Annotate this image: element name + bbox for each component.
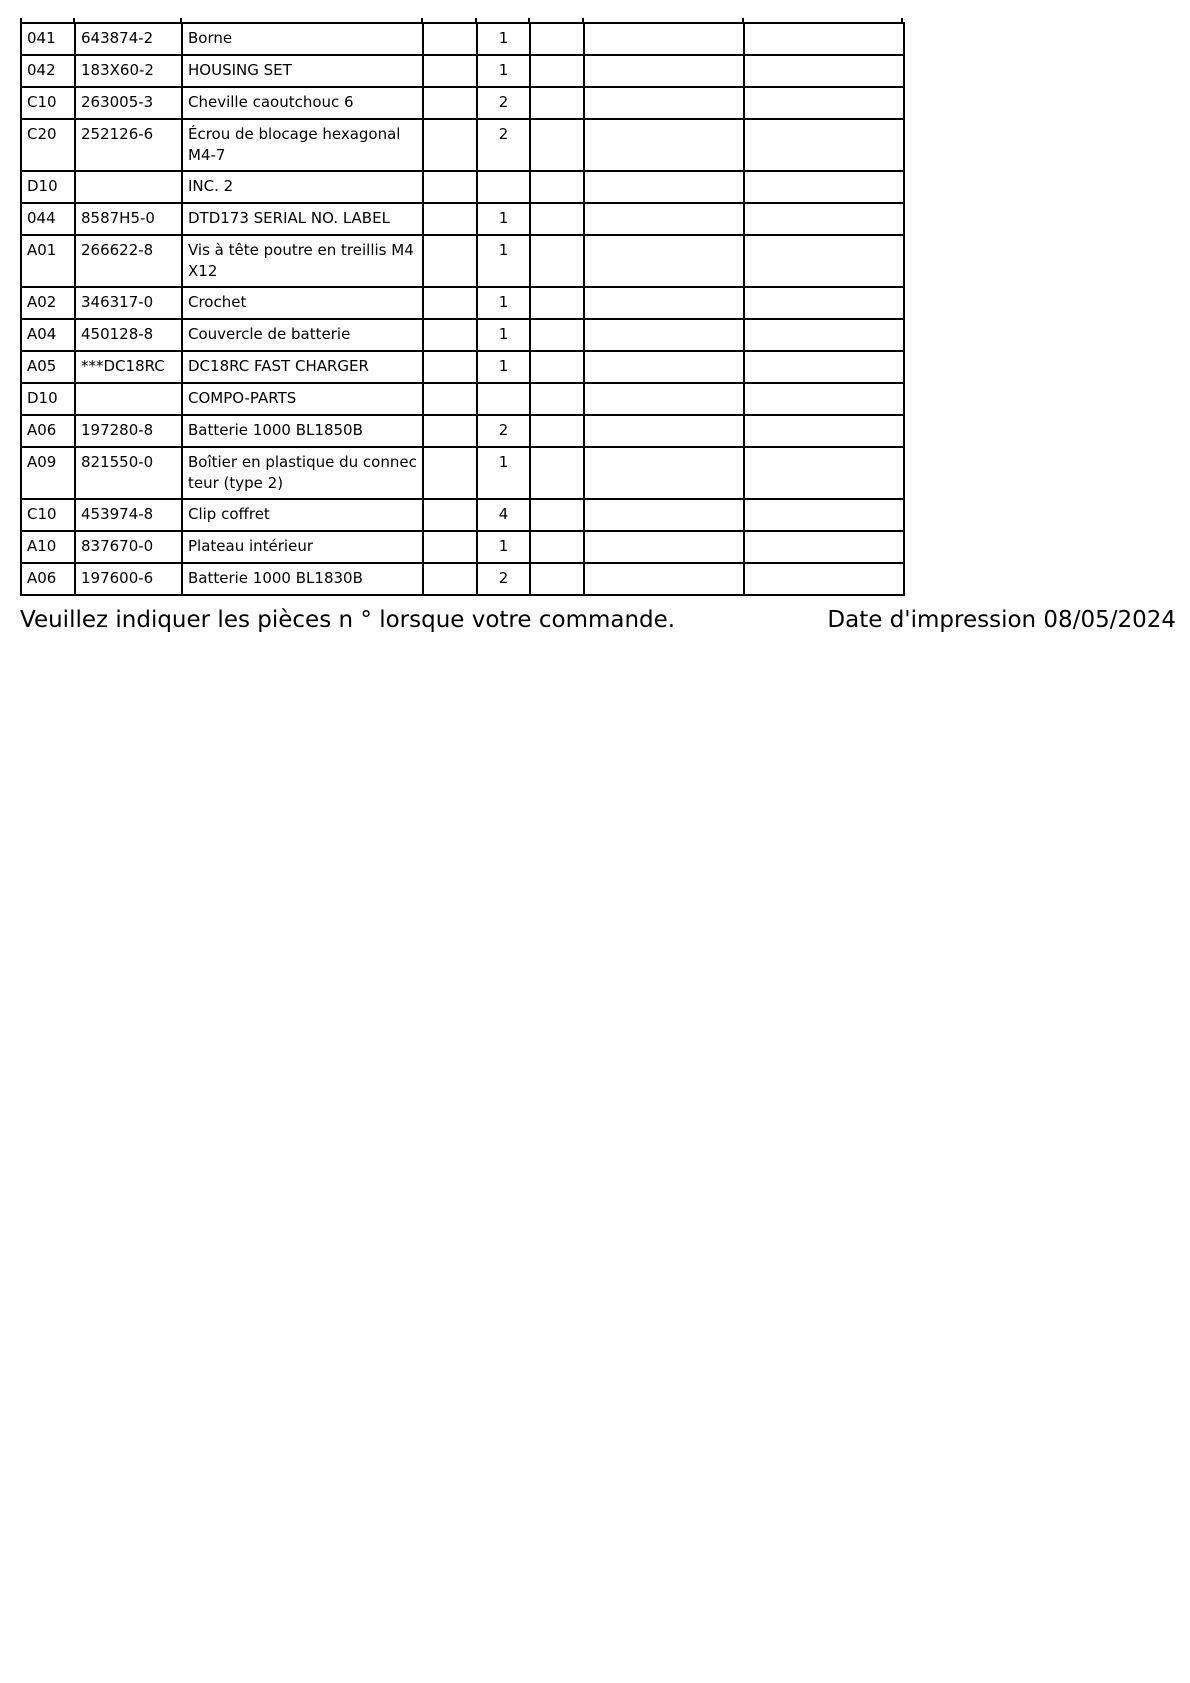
cell-ref: C20 <box>21 119 75 171</box>
cell-empty <box>584 415 744 447</box>
cell-empty <box>584 55 744 87</box>
cell-quantity: 2 <box>477 415 530 447</box>
cell-empty <box>584 383 744 415</box>
cell-empty <box>530 319 584 351</box>
cell-empty <box>744 235 904 287</box>
cell-description: Clip coffret <box>182 499 423 531</box>
cell-description: Cheville caoutchouc 6 <box>182 87 423 119</box>
cell-quantity: 1 <box>477 23 530 55</box>
cell-empty <box>423 447 477 499</box>
cell-part-number <box>75 383 182 415</box>
cell-empty <box>744 87 904 119</box>
cell-ref: 042 <box>21 55 75 87</box>
cell-empty <box>744 203 904 235</box>
cell-ref: 041 <box>21 23 75 55</box>
cell-part-number: 837670-0 <box>75 531 182 563</box>
cell-ref: C10 <box>21 87 75 119</box>
cell-part-number <box>75 171 182 203</box>
cell-empty <box>744 171 904 203</box>
cell-part-number: 263005-3 <box>75 87 182 119</box>
cell-empty <box>584 531 744 563</box>
table-row <box>21 87 904 119</box>
cell-part-number: 197600-6 <box>75 563 182 595</box>
cell-empty <box>744 119 904 171</box>
cell-empty <box>584 235 744 287</box>
table-row <box>21 23 904 55</box>
table-row <box>21 119 904 171</box>
cell-empty <box>530 383 584 415</box>
cell-quantity <box>477 171 530 203</box>
cell-empty <box>423 87 477 119</box>
cell-empty <box>530 499 584 531</box>
cell-empty <box>423 351 477 383</box>
cell-empty <box>584 119 744 171</box>
cell-empty <box>530 531 584 563</box>
cell-empty <box>584 447 744 499</box>
cell-quantity: 1 <box>477 351 530 383</box>
table-row <box>21 531 904 563</box>
cell-quantity: 2 <box>477 119 530 171</box>
cell-empty <box>530 351 584 383</box>
cell-empty <box>744 23 904 55</box>
cell-empty <box>744 563 904 595</box>
cell-empty <box>584 351 744 383</box>
cell-ref: A02 <box>21 287 75 319</box>
cell-empty <box>530 55 584 87</box>
cell-ref: A10 <box>21 531 75 563</box>
cell-part-number: 183X60-2 <box>75 55 182 87</box>
cell-part-number: 252126-6 <box>75 119 182 171</box>
cell-part-number: 197280-8 <box>75 415 182 447</box>
cell-empty <box>423 23 477 55</box>
table-row <box>21 235 904 287</box>
cell-empty <box>584 287 744 319</box>
cell-ref: C10 <box>21 499 75 531</box>
cell-ref: D10 <box>21 383 75 415</box>
cell-empty <box>744 383 904 415</box>
cell-empty <box>744 287 904 319</box>
table-row <box>21 563 904 595</box>
cell-empty <box>423 531 477 563</box>
cell-ref: A09 <box>21 447 75 499</box>
cell-empty <box>530 119 584 171</box>
cell-description: DC18RC FAST CHARGER <box>182 351 423 383</box>
cell-quantity: 2 <box>477 87 530 119</box>
cell-part-number: 643874-2 <box>75 23 182 55</box>
table-row <box>21 287 904 319</box>
cell-empty <box>530 447 584 499</box>
print-date: Date d'impression 08/05/2024 <box>827 607 1176 633</box>
cell-empty <box>423 235 477 287</box>
cell-description: HOUSING SET <box>182 55 423 87</box>
cell-part-number: 450128-8 <box>75 319 182 351</box>
cell-ref: 044 <box>21 203 75 235</box>
cell-quantity: 4 <box>477 499 530 531</box>
cell-quantity: 1 <box>477 287 530 319</box>
cell-description: Boîtier en plastique du connecteur (type 2) <box>182 447 423 499</box>
cell-empty <box>744 415 904 447</box>
cell-description: Plateau intérieur <box>182 531 423 563</box>
cell-description: Vis à tête poutre en treillis M4X12 <box>182 235 423 287</box>
cell-quantity: 1 <box>477 55 530 87</box>
table-row <box>21 415 904 447</box>
cell-empty <box>423 55 477 87</box>
cell-empty <box>423 171 477 203</box>
cell-empty <box>423 119 477 171</box>
cell-description: INC. 2 <box>182 171 423 203</box>
table-row <box>21 351 904 383</box>
cell-quantity: 1 <box>477 319 530 351</box>
cell-empty <box>744 351 904 383</box>
cell-description: COMPO-PARTS <box>182 383 423 415</box>
cell-empty <box>423 563 477 595</box>
cell-empty <box>584 563 744 595</box>
cell-ref: D10 <box>21 171 75 203</box>
cell-part-number: 8587H5-0 <box>75 203 182 235</box>
cell-part-number: 821550-0 <box>75 447 182 499</box>
cell-empty <box>744 499 904 531</box>
table-row <box>21 447 904 499</box>
table-row <box>21 203 904 235</box>
cell-ref: A04 <box>21 319 75 351</box>
cell-empty <box>744 319 904 351</box>
cell-empty <box>530 23 584 55</box>
cell-ref: A05 <box>21 351 75 383</box>
cell-quantity: 1 <box>477 447 530 499</box>
cell-ref: A06 <box>21 415 75 447</box>
cell-empty <box>423 287 477 319</box>
cell-quantity: 1 <box>477 203 530 235</box>
cell-part-number: 346317-0 <box>75 287 182 319</box>
cell-quantity: 2 <box>477 563 530 595</box>
cell-empty <box>744 531 904 563</box>
cell-description: DTD173 SERIAL NO. LABEL <box>182 203 423 235</box>
cell-empty <box>423 383 477 415</box>
cell-empty <box>423 415 477 447</box>
parts-table-body <box>21 23 904 595</box>
cell-empty <box>530 171 584 203</box>
cell-empty <box>744 55 904 87</box>
cell-empty <box>584 87 744 119</box>
cell-description: Batterie 1000 BL1830B <box>182 563 423 595</box>
table-row <box>21 55 904 87</box>
cell-part-number: ***DC18RC <box>75 351 182 383</box>
cell-empty <box>530 415 584 447</box>
cell-empty <box>584 319 744 351</box>
cell-empty <box>584 23 744 55</box>
cell-description: Crochet <box>182 287 423 319</box>
cell-empty <box>584 499 744 531</box>
cell-description: Écrou de blocage hexagonal M4-7 <box>182 119 423 171</box>
cell-empty <box>530 203 584 235</box>
cell-empty <box>744 447 904 499</box>
cell-empty <box>530 287 584 319</box>
cell-quantity <box>477 383 530 415</box>
cell-empty <box>423 203 477 235</box>
cell-quantity: 1 <box>477 235 530 287</box>
cell-description: Borne <box>182 23 423 55</box>
cell-empty <box>584 203 744 235</box>
cell-quantity: 1 <box>477 531 530 563</box>
cell-part-number: 453974-8 <box>75 499 182 531</box>
cell-empty <box>584 171 744 203</box>
cell-empty <box>530 87 584 119</box>
order-instruction-note: Veuillez indiquer les pièces n ° lorsque votre commande. <box>20 607 676 633</box>
cell-description: Batterie 1000 BL1850B <box>182 415 423 447</box>
table-row <box>21 171 904 203</box>
cell-empty <box>423 499 477 531</box>
cell-part-number: 266622-8 <box>75 235 182 287</box>
cell-empty <box>423 319 477 351</box>
table-row <box>21 319 904 351</box>
cell-description: Couvercle de batterie <box>182 319 423 351</box>
table-row <box>21 499 904 531</box>
cell-ref: A01 <box>21 235 75 287</box>
parts-table <box>20 22 905 596</box>
table-row <box>21 383 904 415</box>
cell-empty <box>530 235 584 287</box>
cell-ref: A06 <box>21 563 75 595</box>
cell-empty <box>530 563 584 595</box>
